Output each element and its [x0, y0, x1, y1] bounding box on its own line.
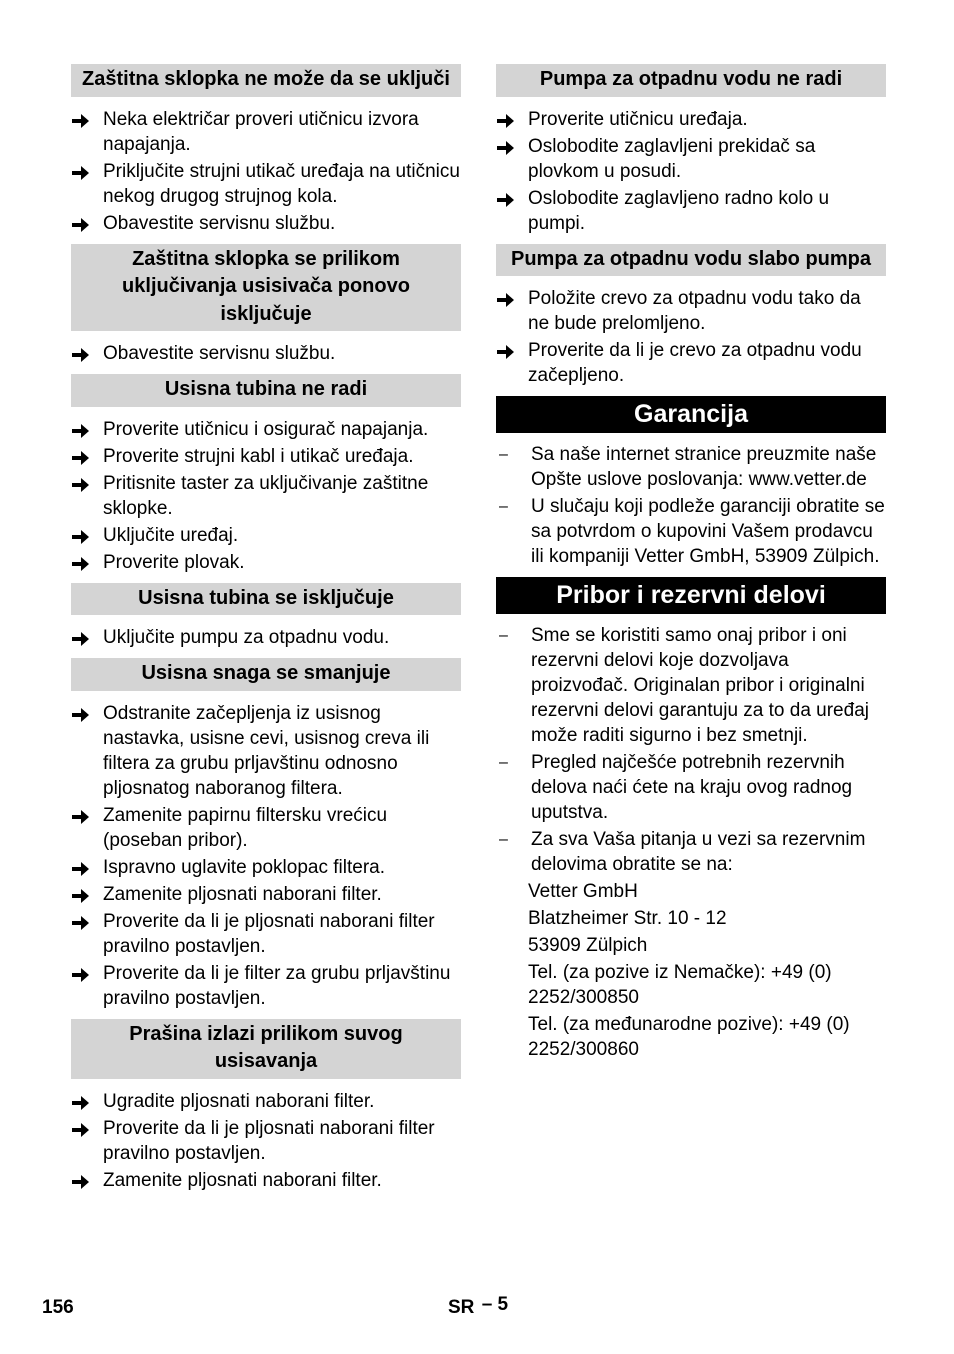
arrow-right-icon — [71, 159, 103, 209]
list-item — [71, 909, 461, 959]
list-item — [71, 701, 461, 801]
section-list — [496, 286, 886, 388]
list-item-text: U slučaju koji podleže garanciji obratite se sa potvrdom o kupovini Vašem prodavcu ili kompaniji Vetter GmbH, 53909 Zülpich. — [531, 496, 885, 567]
list-item — [71, 550, 461, 575]
list-item-text: Oslobodite zaglavljeno radno kolo u pumpi. — [528, 187, 830, 234]
list-item-text: Ispravno uglavite poklopac filtera. — [103, 856, 385, 878]
arrow-right-icon — [496, 186, 528, 236]
list-item — [71, 1116, 461, 1166]
list-item-text: Ugradite pljosnati naborani filter. — [103, 1090, 375, 1112]
right-sections — [496, 64, 886, 396]
arrow-right-icon — [71, 107, 103, 157]
address-line: Tel. (za pozive iz Nemačke): +49 (0) 2252/300850 — [528, 962, 832, 1008]
address-line: 53909 Zülpich — [528, 935, 648, 956]
list-item — [496, 338, 886, 388]
list-item-text: Proverite utičnicu i osigurač napajanja. — [103, 418, 429, 440]
section-heading: Usisna snaga se smanjuje — [71, 658, 461, 691]
sub-page-number: – 5 — [481, 1294, 509, 1315]
list-item-text: Pregled najčešće potrebnih rezervnih delova naći ćete na kraju ovog radnog uputstva. — [531, 752, 853, 823]
arrow-right-icon — [496, 286, 528, 336]
section-list — [496, 107, 886, 236]
section-heading: Zaštitna sklopka ne može da se uključi — [71, 64, 461, 97]
section-heading: Prašina izlazi prilikom suvog usisavanja — [71, 1019, 461, 1079]
arrow-right-icon — [71, 523, 103, 548]
dash-bullet: – — [499, 446, 508, 463]
arrow-right-icon — [71, 471, 103, 521]
list-item — [496, 107, 886, 132]
footer-language — [448, 1294, 509, 1319]
arrow-right-icon — [71, 1116, 103, 1166]
section-heading: Zaštitna sklopka se prilikom uključivanja usisivača ponovo isključuje — [71, 244, 461, 332]
section-heading: Pumpa za otpadnu vodu slabo pumpa — [496, 244, 886, 277]
list-item — [71, 803, 461, 853]
pribor-heading: Pribor i rezervni delovi — [496, 577, 886, 614]
list-item-text: Sa naše internet stranice preuzmite naše Opšte uslove poslovanja: www.vetter.de — [531, 444, 877, 490]
list-item-text: Zamenite pljosnati naborani filter. — [103, 1169, 382, 1191]
list-item-text: Obavestite servisnu službu. — [103, 343, 336, 364]
list-item-text: Proverite da li je crevo za otpadnu vodu začepljeno. — [528, 340, 862, 386]
list-item — [71, 855, 461, 880]
section-heading: Pumpa za otpadnu vodu ne radi — [496, 64, 886, 97]
address-line: Tel. (za međunarodne pozive): +49 (0) 2252/300860 — [528, 1014, 850, 1060]
pribor-list — [496, 623, 886, 1062]
arrow-right-icon — [71, 855, 103, 880]
address-line: Blatzheimer Str. 10 - 12 — [528, 908, 727, 929]
list-item-text: Odstranite začepljenja iz usisnog nastavka, usisne cevi, usisnog creva ili filtera za grubu prljavštinu odnosno pljosnatog naboranog filtera. — [103, 702, 430, 799]
list-item — [496, 186, 886, 236]
section-list — [71, 701, 461, 1011]
list-item — [496, 827, 886, 877]
garancija-heading: Garancija — [496, 396, 886, 433]
arrow-right-icon — [496, 134, 528, 184]
arrow-right-icon — [71, 909, 103, 959]
section-list — [71, 1089, 461, 1193]
list-item-text: Zamenite papirnu filtersku vrećicu (poseban pribor). — [103, 804, 388, 851]
arrow-right-icon — [71, 417, 103, 442]
list-item — [496, 134, 886, 184]
list-item — [496, 494, 886, 569]
dash-bullet: – — [499, 498, 508, 515]
list-item — [71, 471, 461, 521]
arrow-right-icon — [496, 107, 528, 132]
list-item-text: Sme se koristiti samo onaj pribor i oni rezervni delovi koje dozvoljava proizvođač. Originalan pribor i originalni rezervni delovi garantuju za to da uređaj može raditi sigurno i bez smetnji. — [531, 625, 869, 746]
list-item — [71, 444, 461, 469]
list-item-text: Oslobodite zaglavljeni prekidač sa plovkom u posudi. — [528, 135, 816, 182]
list-item — [71, 625, 461, 650]
list-item — [71, 961, 461, 1011]
arrow-right-icon — [496, 338, 528, 388]
list-item — [71, 1089, 461, 1114]
section-heading: Usisna tubina se isključuje — [71, 583, 461, 616]
dash-bullet: – — [499, 627, 508, 644]
list-item-text: Proverite da li je pljosnati naborani filter pravilno postavljen. — [103, 1117, 435, 1164]
address-line: Vetter GmbH — [528, 881, 638, 902]
arrow-right-icon — [71, 550, 103, 575]
arrow-right-icon — [71, 341, 103, 366]
list-item — [71, 523, 461, 548]
section-list — [71, 341, 461, 366]
list-item — [71, 1168, 461, 1193]
section-list — [71, 417, 461, 575]
arrow-right-icon — [71, 882, 103, 907]
section-heading: Usisna tubina ne radi — [71, 374, 461, 407]
garancija-list — [496, 442, 886, 569]
list-item-text: Priključite strujni utikač uređaja na utičnicu nekog drugog strujnog kola. — [103, 160, 460, 207]
list-item — [496, 750, 886, 825]
list-item — [71, 882, 461, 907]
list-item-text: Pritisnite taster za uključivanje zaštitne sklopke. — [103, 472, 429, 519]
list-item — [71, 341, 461, 366]
dash-bullet: – — [499, 754, 508, 771]
arrow-right-icon — [71, 701, 103, 801]
language-code: SR — [448, 1297, 475, 1318]
arrow-right-icon — [71, 625, 103, 650]
section-list — [71, 625, 461, 650]
list-item — [71, 417, 461, 442]
arrow-right-icon — [71, 1168, 103, 1193]
arrow-right-icon — [71, 961, 103, 1011]
list-item-text: Proverite da li je filter za grubu prljavštinu pravilno postavljen. — [103, 962, 451, 1009]
list-item-text: Za sva Vaša pitanja u vezi sa rezervnim delovima obratite se na: — [531, 829, 866, 875]
list-item-text: Proverite plovak. — [103, 551, 245, 573]
arrow-right-icon — [71, 1089, 103, 1114]
arrow-right-icon — [71, 211, 103, 236]
list-item-text: Uključite pumpu za otpadnu vodu. — [103, 627, 390, 648]
list-item — [496, 442, 886, 492]
right-column — [496, 64, 886, 1064]
list-item-text: Obavestite servisnu službu. — [103, 212, 336, 234]
list-item-text: Proverite strujni kabl i utikač uređaja. — [103, 445, 414, 467]
list-item — [496, 623, 886, 748]
list-item-text: Neka električar proveri utičnicu izvora napajanja. — [103, 108, 419, 155]
section-list — [71, 107, 461, 236]
list-item-text: Uključite uređaj. — [103, 524, 239, 546]
list-item — [496, 286, 886, 336]
page-number: 156 — [42, 1297, 74, 1318]
dash-bullet: – — [499, 831, 508, 848]
left-column — [71, 64, 461, 1201]
list-item — [71, 211, 461, 236]
list-item — [71, 107, 461, 157]
list-item-text: Proverite utičnicu uređaja. — [528, 108, 748, 130]
arrow-right-icon — [71, 803, 103, 853]
list-item-text: Zamenite pljosnati naborani filter. — [103, 883, 382, 905]
list-item — [71, 159, 461, 209]
list-item-text: Proverite da li je pljosnati naborani filter pravilno postavljen. — [103, 910, 435, 957]
list-item-text: Položite crevo za otpadnu vodu tako da ne bude prelomljeno. — [528, 288, 861, 334]
arrow-right-icon — [71, 444, 103, 469]
